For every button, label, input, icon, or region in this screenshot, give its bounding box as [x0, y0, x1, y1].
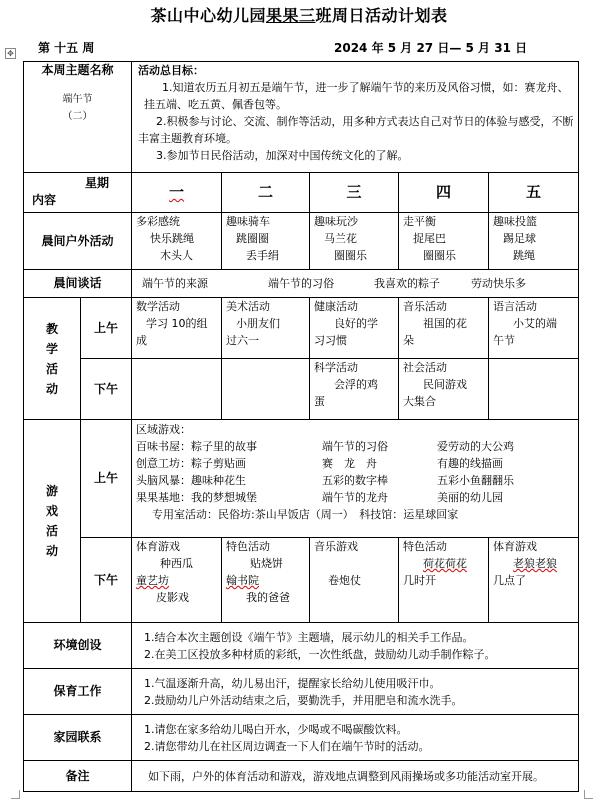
outdoor-row: 晨间户外活动 多彩感统 快乐跳绳 木头人 趣味骑车 跳圈圈 丢手绢 趣味玩沙 马兰花 圈圈乐 走平衡 捉尾巴 圈圈乐 趣味投篮 踢足球 跳绳	[24, 213, 579, 270]
day-header-row	[24, 173, 579, 213]
day-tuesday: 二	[222, 173, 310, 213]
table-move-handle-icon[interactable]: ✥	[5, 48, 16, 59]
teaching-cell: 语言活动 小艾的端 午节	[489, 298, 579, 359]
theme-name: 端午节	[62, 94, 93, 105]
teaching-cell: 美术活动 小朋友们 过六一	[222, 298, 310, 359]
teaching-cell	[489, 359, 579, 420]
game-cell: 体育游戏 老狼老狼 几点了	[489, 538, 579, 623]
game-cell: 体育游戏 种西瓜 童艺坊 皮影戏	[132, 538, 222, 623]
note-content: 如下雨，户外的体育活动和游戏，游戏地点调整到风雨操场或多功能活动室开展。	[132, 761, 579, 792]
day-wednesday: 三	[310, 173, 399, 213]
special-room-activity: 专用室活动：民俗坊:茶山早饭店（周一） 科技馆：运星球回家	[152, 508, 459, 521]
games-am-row: 游 戏 活 动 上午 区域游戏： 百味书屋：粽子里的故事 端午节的习俗 爱劳动的大公鸡 创意工坊：粽子剪贴画 赛 龙 舟 有趣的线描画 头脑风暴：趣味种花生 五彩的数字棒 五彩小鱼翻翻乐 果果基地：我的梦想城堡 端午节的龙舟 美丽的幼儿园 专用室活动：民俗坊:茶山早饭店（周一） 科技馆：运星球回家	[24, 420, 579, 538]
teaching-cell	[132, 359, 222, 420]
outdoor-cell: 趣味玩沙 马兰花 圈圈乐	[310, 213, 399, 270]
weekly-plan-table	[23, 61, 579, 792]
day-monday: 一	[132, 173, 222, 213]
page-title: 茶山中心幼儿园果果三班周日活动计划表	[150, 6, 448, 25]
care-content: 1.气温逐渐升高，幼儿易出汗，提醒家长给幼儿使用吸汗巾。 2.鼓励幼儿户外活动结束之后，要勤洗手，并用肥皂和流水洗手。	[132, 669, 579, 715]
area-games: 区域游戏： 百味书屋：粽子里的故事 端午节的习俗 爱劳动的大公鸡 创意工坊：粽子剪贴画 赛 龙 舟 有趣的线描画 头脑风暴：趣味种花生 五彩的数字棒 五彩小鱼翻翻乐 果果基地：我的梦想城堡 端午节的龙舟 美丽的幼儿园 专用室活动：民俗坊:茶山早饭店（周一） 科技馆：运星球回家	[132, 420, 579, 538]
teaching-cell: 科学活动 会浮的鸡 蛋	[310, 359, 399, 420]
outdoor-cell: 趣味投篮 踢足球 跳绳	[489, 213, 579, 270]
theme-goals: 活动总目标： 1.知道农历五月初五是端午节，进一步了解端午节的来历及风俗习惯，如：赛龙舟、挂五端、吃五黄、佩香包等。 2.积极参与讨论、交流、制作等活动，用多种方式表达自己对节日的体验与感受，不断丰富主题教育环境。 3.参加节日民俗活动，加深对中国传统文化的了解。	[132, 62, 579, 173]
day-friday: 五	[489, 173, 579, 213]
diagonal-header: 星期 内容	[24, 173, 132, 213]
note-row: 备注 如下雨，户外的体育活动和游戏，游戏地点调整到风雨操场或多功能活动室开展。	[24, 761, 579, 792]
talk-row: 晨间谈话 端午节的来源 端午节的习俗 我喜欢的粽子 劳动快乐多	[24, 270, 579, 298]
family-content: 1.请您在家多给幼儿喝白开水，少喝或不喝碳酸饮料。 2.请您带幼儿在社区周边调查一下人们在端午节时的活动。	[132, 715, 579, 761]
area-row: 百味书屋：粽子里的故事 端午节的习俗 爱劳动的大公鸡	[136, 440, 515, 453]
area-row: 创意工坊：粽子剪贴画 赛 龙 舟 有趣的线描画	[136, 457, 504, 470]
crop-mark-icon	[584, 790, 593, 799]
game-cell: 音乐游戏 卷炮仗	[310, 538, 399, 623]
crop-mark-icon	[11, 790, 20, 799]
environment-content: 1.结合本次主题创设《端午节》主题墙，展示幼儿的相关手工作品。 2.在美工区投放多种材质的彩纸，一次性纸盘，鼓励幼儿动手制作粽子。	[132, 623, 579, 669]
theme-part: （二）	[62, 111, 93, 122]
outdoor-cell: 趣味骑车 跳圈圈 丢手绢	[222, 213, 310, 270]
theme-cell: 本周主题名称 端午节 （二）	[24, 62, 132, 173]
care-row: 保育工作 1.气温逐渐升高，幼儿易出汗，提醒家长给幼儿使用吸汗巾。 2.鼓励幼儿户外活动结束之后，要勤洗手，并用肥皂和流水洗手。	[24, 669, 579, 715]
area-row: 果果基地：我的梦想城堡 端午节的龙舟 美丽的幼儿园	[136, 491, 504, 504]
family-row: 家园联系 1.请您在家多给幼儿喝白开水，少喝或不喝碳酸饮料。 2.请您带幼儿在社区周边调查一下人们在端午节时的活动。	[24, 715, 579, 761]
game-cell: 特色活动 贴烧饼 翰书院 我的爸爸	[222, 538, 310, 623]
outdoor-cell: 走平衡 捉尾巴 圈圈乐	[399, 213, 489, 270]
teaching-cell: 健康活动 良好的学 习习惯	[310, 298, 399, 359]
games-label: 游 戏 活 动	[24, 420, 81, 623]
area-row: 头脑风暴：趣味种花生 五彩的数字棒 五彩小鱼翻翻乐	[136, 474, 515, 487]
teaching-cell	[222, 359, 310, 420]
teaching-cell: 音乐活动 祖国的花 朵	[399, 298, 489, 359]
week-number: 第 十五 周	[38, 41, 95, 55]
talk-topics: 端午节的来源 端午节的习俗 我喜欢的粽子 劳动快乐多	[132, 270, 579, 298]
day-thursday: 四	[399, 173, 489, 213]
date-range: 2024 年 5 月 27 日— 5 月 31 日	[334, 41, 528, 55]
class-name: 果果三	[265, 6, 316, 25]
teaching-cell: 社会活动 民间游戏 大集合	[399, 359, 489, 420]
theme-row	[24, 62, 579, 173]
teaching-pm-row: 下午 科学活动 会浮的鸡 蛋 社会活动 民间游戏 大集合	[24, 359, 579, 420]
teaching-cell: 数学活动 学习 10的组 成	[132, 298, 222, 359]
games-pm-row: 下午 体育游戏 种西瓜 童艺坊 皮影戏 特色活动 贴烧饼 翰书院 我的爸爸 音乐游戏 卷炮仗 特色活动 荷花荷花 几时开 体育游戏 老狼老狼 几点了	[24, 538, 579, 623]
teaching-am-row: 教 学 活 动 上午 数学活动 学习 10的组 成 美术活动 小朋友们 过六一 健康活动 良好的学 习习惯 音乐活动 祖国的花 朵 语言活动 小艾的端 午节	[24, 298, 579, 359]
outdoor-cell: 多彩感统 快乐跳绳 木头人	[132, 213, 222, 270]
teaching-label: 教 学 活 动	[24, 298, 81, 420]
environment-row: 环境创设 1.结合本次主题创设《端午节》主题墙，展示幼儿的相关手工作品。 2.在美工区投放多种材质的彩纸，一次性纸盘，鼓励幼儿动手制作粽子。	[24, 623, 579, 669]
game-cell: 特色活动 荷花荷花 几时开	[399, 538, 489, 623]
